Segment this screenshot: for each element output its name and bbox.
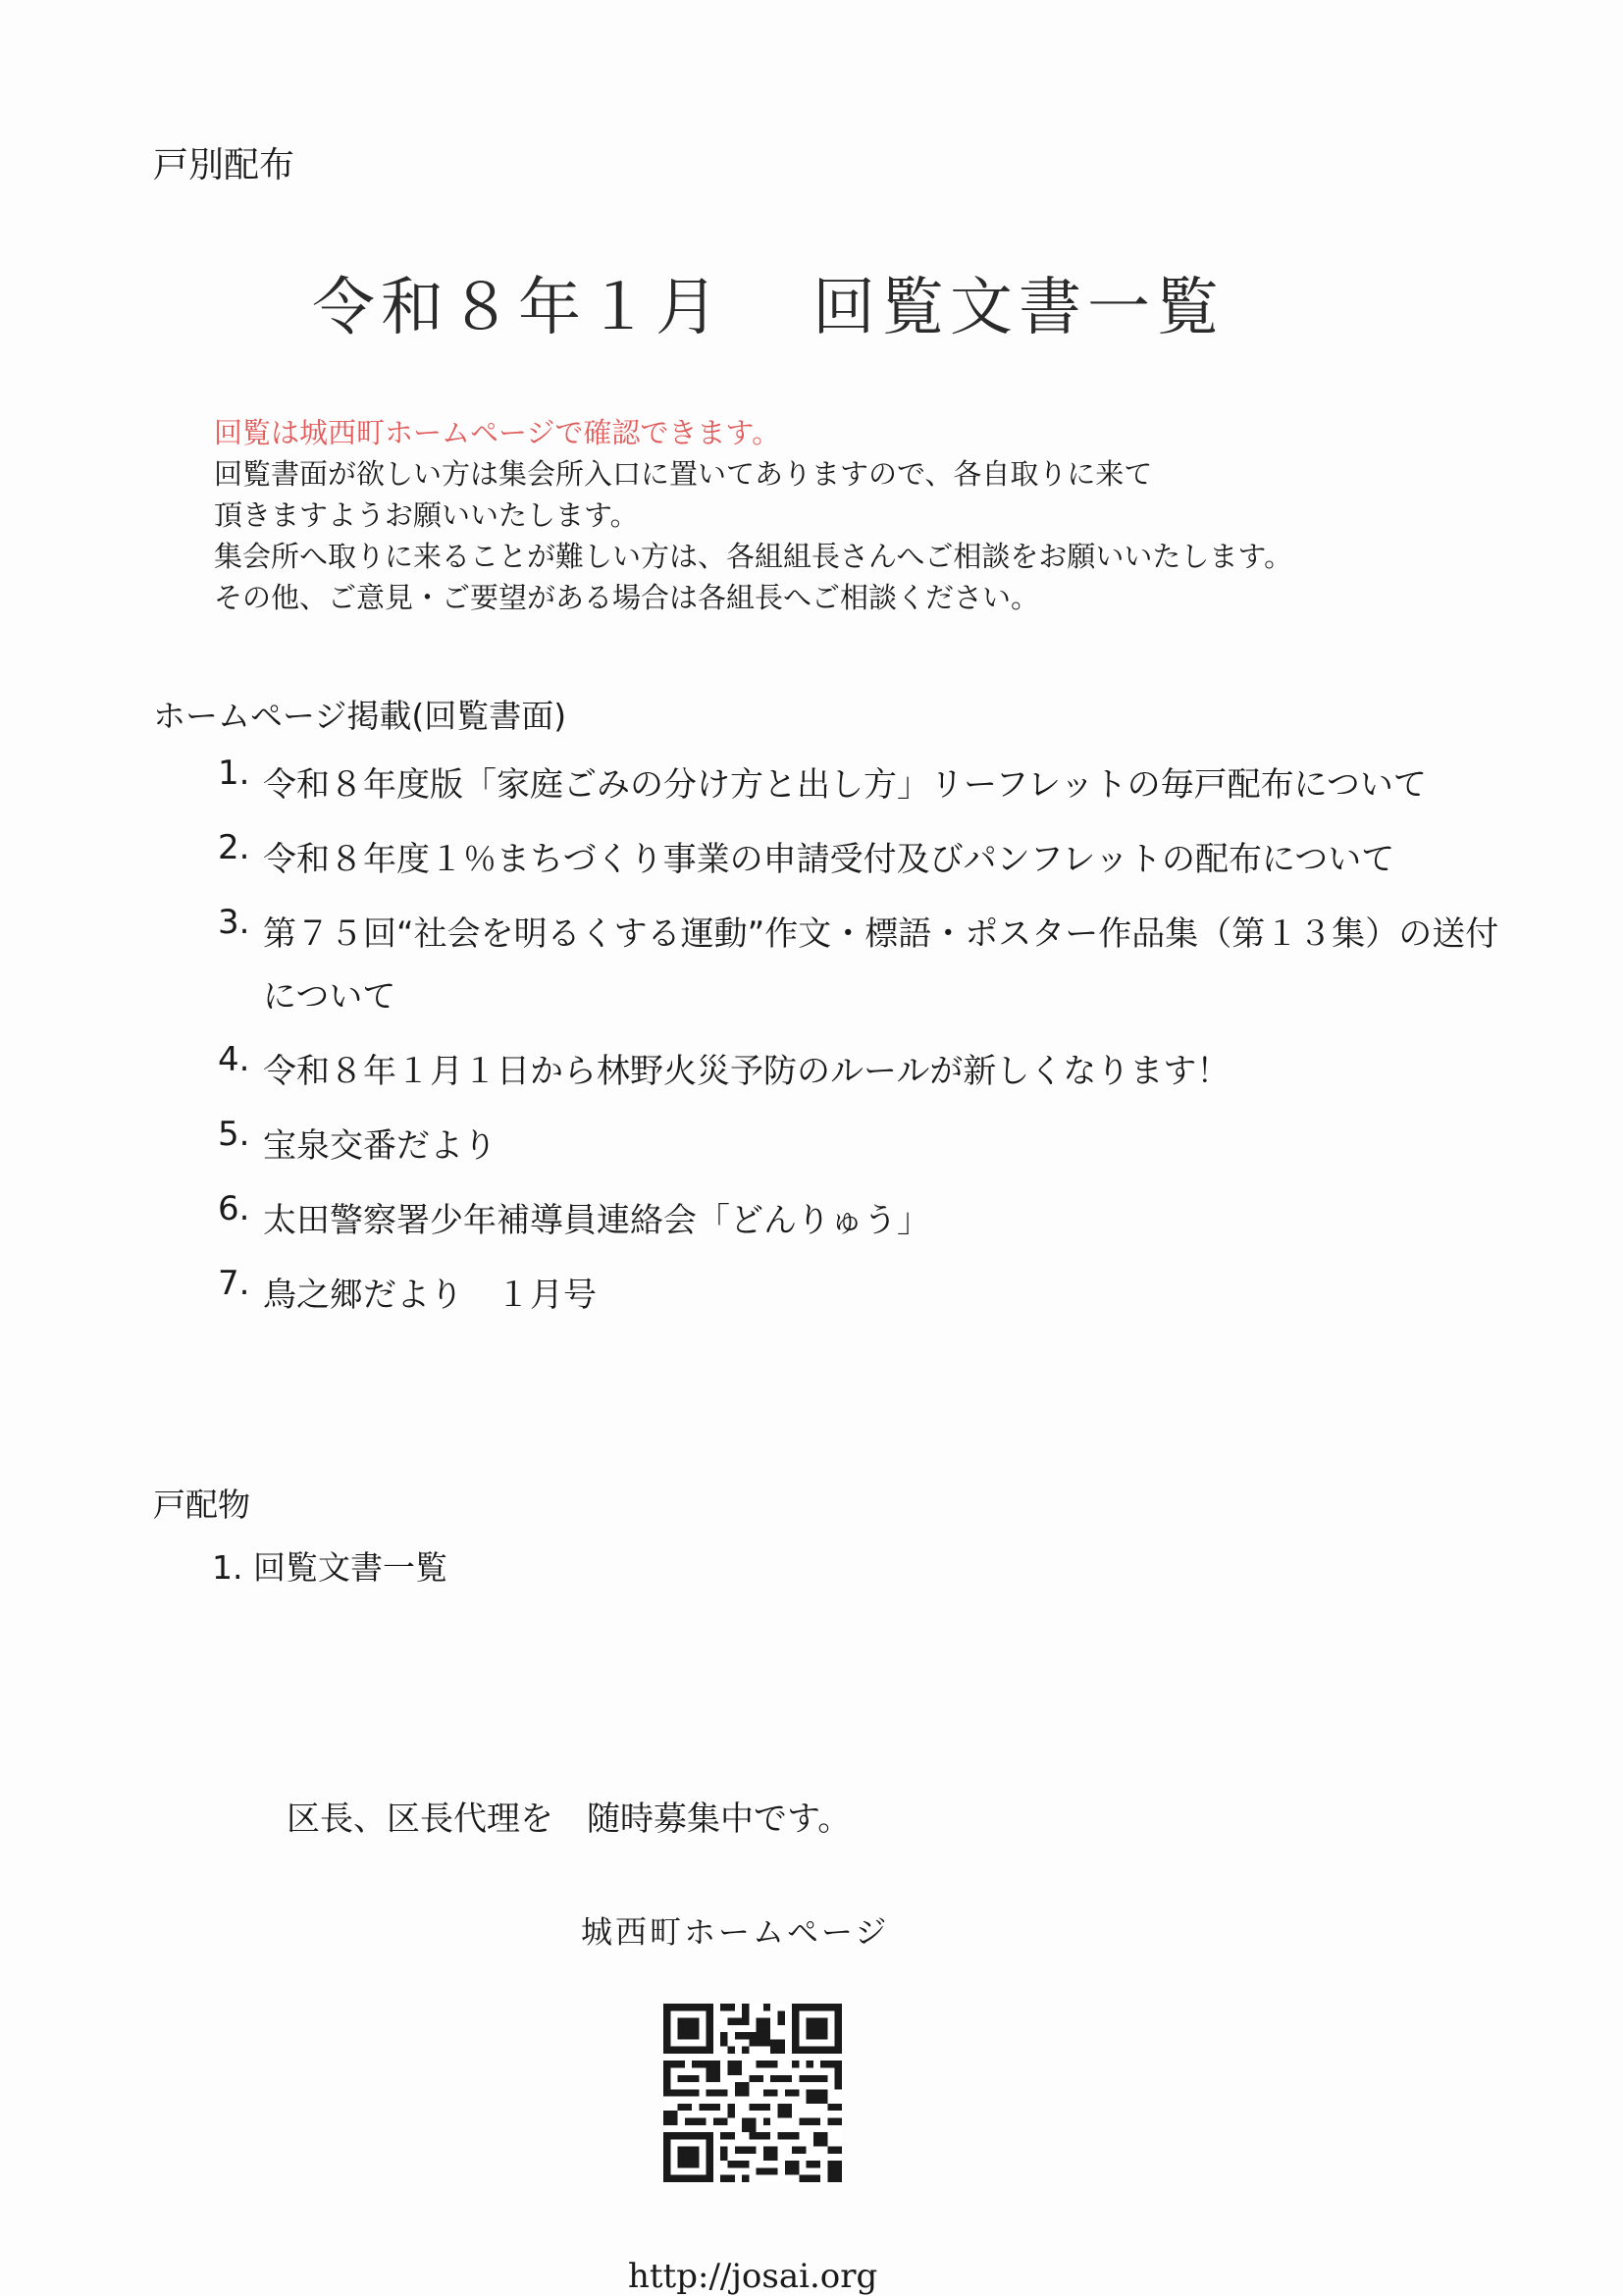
list-item-text: 令和８年度版「家庭ごみの分け方と出し方」リーフレットの毎戸配布について — [263, 765, 1427, 805]
list-item-text: 太田警察署少年補導員連絡会「どんりゅう」 — [263, 1201, 930, 1240]
door-section-heading: 戸配物 — [153, 1486, 250, 1524]
list-item-text: 令和８年１月１日から林野火災予防のルールが新しくなります！ — [263, 1052, 1230, 1091]
notice-line: 集会所へ取りに来ることが難しい方は、各組組長さんへご相談をお願いいたします。 — [214, 540, 1293, 573]
homepage-items-list — [218, 754, 1509, 1338]
homepage-label: 城西町ホームページ — [581, 1913, 890, 1951]
qr-code-icon[interactable] — [663, 2004, 842, 2182]
notice-block — [214, 412, 1292, 618]
list-item-text: 鳥之郷だより １月号 — [263, 1276, 597, 1315]
door-items-list: 1. 回覧文書一覧 — [212, 1548, 447, 1587]
notice-highlight: 回覧は城西町ホームページで確認できます。 — [214, 416, 781, 449]
list-item: 6. 太田警察署少年補導員連絡会「どんりゅう」 — [218, 1189, 1509, 1252]
distribution-tag: 戸別配布 — [153, 145, 295, 185]
list-item: 1. 令和８年度版「家庭ごみの分け方と出し方」リーフレットの毎戸配布について — [218, 754, 1509, 816]
title-date: 令和８年１月 — [312, 272, 724, 344]
list-item-text: 宝泉交番だより — [263, 1126, 497, 1166]
list-item: 7. 鳥之郷だより １月号 — [218, 1264, 1509, 1327]
list-item-text: 第７５回“社会を明るくする運動”作文・標語・ポスター作品集（第１３集）の送付について — [263, 914, 1499, 1017]
homepage-section-heading: ホームページ掲載(回覧書面) — [153, 697, 567, 735]
title-main: 回覧文書一覧 — [812, 272, 1225, 344]
homepage-url-link[interactable]: http://josai.org — [628, 2257, 878, 2296]
list-item: 3. 第７５回“社会を明るくする運動”作文・標語・ポスター作品集（第１３集）の送付について — [218, 903, 1509, 1028]
notice-line: 回覧書面が欲しい方は集会所入口に置いてありますので、各自取りに来て — [214, 457, 1153, 491]
list-item: 4. 令和８年１月１日から林野火災予防のルールが新しくなります！ — [218, 1040, 1509, 1103]
recruitment-notice: 区長、区長代理を 随時募集中です。 — [287, 1800, 852, 1839]
list-item: 2. 令和８年度１％まちづくり事業の申請受付及びパンフレットの配布について — [218, 828, 1509, 891]
notice-line: その他、ご意見・ご要望がある場合は各組長へご相談ください。 — [214, 581, 1040, 614]
list-item-text: 令和８年度１％まちづくり事業の申請受付及びパンフレットの配布について — [263, 840, 1395, 879]
notice-line: 頂きますようお願いいたします。 — [214, 498, 639, 532]
list-item: 5. 宝泉交番だより — [218, 1115, 1509, 1177]
page-title — [312, 257, 1225, 347]
list-item-text: 回覧文書一覧 — [253, 1548, 447, 1587]
